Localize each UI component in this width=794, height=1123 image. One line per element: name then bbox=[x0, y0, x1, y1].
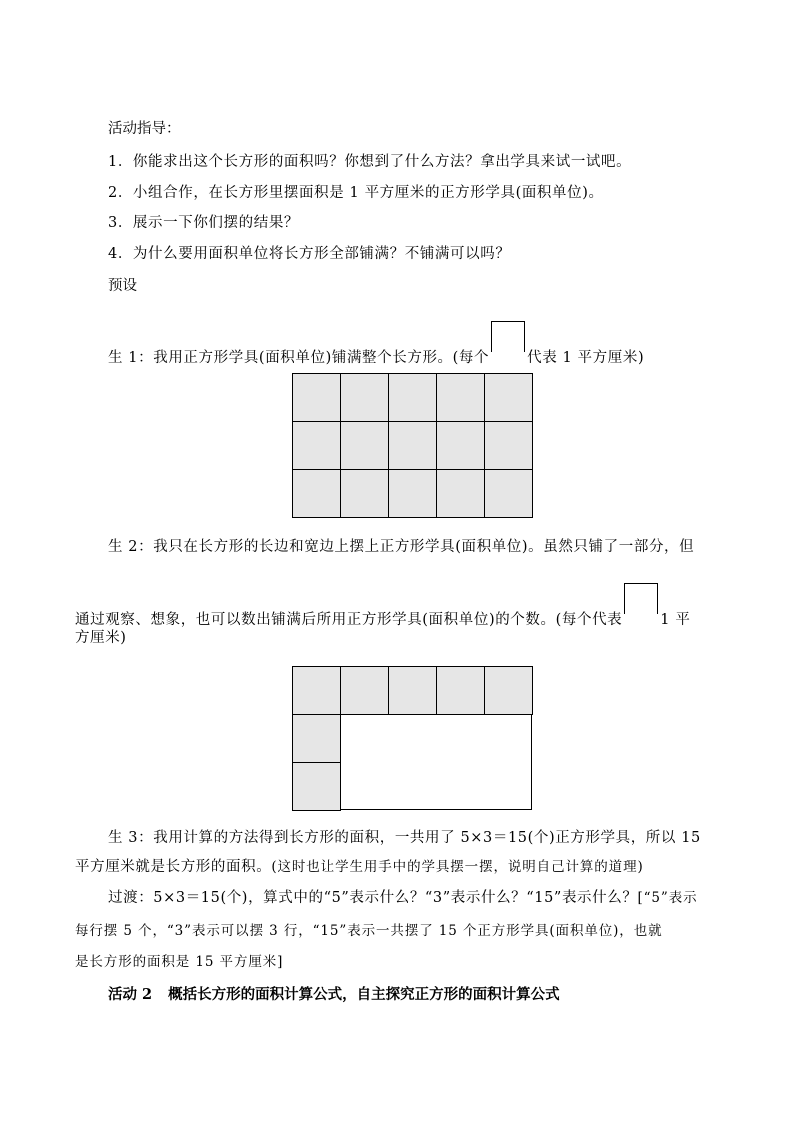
transition-line-1 bbox=[108, 888, 698, 908]
guidance-question-2: 2．小组合作，在长方形里摆面积是 1 平方厘米的正方形学具(面积单位)。 bbox=[108, 185, 604, 201]
guidance-question-3: 3．展示一下你们摆的结果？ bbox=[108, 215, 300, 231]
unit-square-tile bbox=[436, 421, 485, 470]
unit-square-tile bbox=[436, 666, 485, 715]
unit-square-tile bbox=[388, 666, 437, 715]
partial-tiling-grid bbox=[292, 666, 532, 810]
activity2-heading bbox=[108, 985, 560, 1005]
unit-square-tile bbox=[292, 762, 341, 811]
unit-square-tile bbox=[340, 666, 389, 715]
unit-square-icon bbox=[491, 321, 525, 352]
preset-label: 预设 bbox=[108, 278, 137, 294]
student2-line-3: 方厘米) bbox=[75, 630, 127, 646]
transition-line-3: 是长方形的面积是 15 平方厘米] bbox=[75, 954, 284, 970]
unit-square-tile bbox=[436, 469, 485, 518]
unit-square-icon bbox=[624, 583, 658, 614]
unit-square-tile bbox=[388, 421, 437, 470]
unit-square-tile bbox=[484, 469, 533, 518]
student2-line-2 bbox=[75, 595, 690, 630]
student2-line-1: 生 2：我只在长方形的长边和宽边上摆上正方形学具(面积单位)。虽然只铺了一部分，但 bbox=[108, 539, 695, 555]
unit-square-tile bbox=[292, 666, 341, 715]
transition-text-b: [“5”表示 bbox=[637, 890, 698, 906]
student2-text-b: 1 平 bbox=[660, 612, 691, 628]
unit-square-tile bbox=[388, 373, 437, 422]
guidance-heading: 活动指导： bbox=[108, 121, 181, 137]
unit-square-tile bbox=[436, 373, 485, 422]
unit-square-tile bbox=[292, 469, 341, 518]
transition-line-2: 每行摆 5 个，“3”表示可以摆 3 行，“15”表示一共摆了 15 个正方形学具(面积单位)，也就 bbox=[75, 923, 663, 939]
activity2-label: 活动 2 bbox=[108, 986, 153, 1003]
student1-text-a: 生 1：我用正方形学具(面积单位)铺满整个长方形。(每个 bbox=[108, 350, 490, 366]
unit-square-tile bbox=[484, 421, 533, 470]
student3-text-a: 平方厘米就是长方形的面积。 bbox=[75, 859, 272, 875]
guidance-question-1: 1．你能求出这个长方形的面积吗？你想到了什么方法？拿出学具来试一试吧。 bbox=[108, 154, 632, 170]
activity2-title: 概括长方形的面积计算公式，自主探究正方形的面积计算公式 bbox=[168, 986, 560, 1003]
full-tiling-grid bbox=[292, 373, 532, 517]
student1-statement bbox=[108, 333, 644, 368]
unit-square-tile bbox=[388, 469, 437, 518]
unit-square-tile bbox=[292, 373, 341, 422]
unit-square-tile bbox=[340, 469, 389, 518]
guidance-question-4: 4．为什么要用面积单位将长方形全部铺满？不铺满可以吗？ bbox=[108, 246, 511, 262]
transition-text-a: 过渡：5×3＝15(个)，算式中的“5”表示什么？“3”表示什么？“15”表示什么？ bbox=[108, 890, 638, 906]
student3-line-2 bbox=[75, 857, 644, 877]
unit-square-tile bbox=[340, 421, 389, 470]
unit-square-tile bbox=[292, 714, 341, 763]
student2-text-a: 通过观察、想象，也可以数出铺满后所用正方形学具(面积单位)的个数。(每个代表 bbox=[75, 612, 623, 628]
unit-square-tile bbox=[484, 373, 533, 422]
unit-square-tile bbox=[340, 373, 389, 422]
student3-note: (这时也让学生用手中的学具摆一摆，说明自己计算的道理) bbox=[271, 859, 644, 875]
unit-square-tile bbox=[292, 421, 341, 470]
unit-square-tile bbox=[484, 666, 533, 715]
student1-text-b: 代表 1 平方厘米) bbox=[527, 350, 645, 366]
student3-line-1: 生 3：我用计算的方法得到长方形的面积，一共用了 5×3＝15(个)正方形学具，所以 15 bbox=[108, 830, 701, 846]
